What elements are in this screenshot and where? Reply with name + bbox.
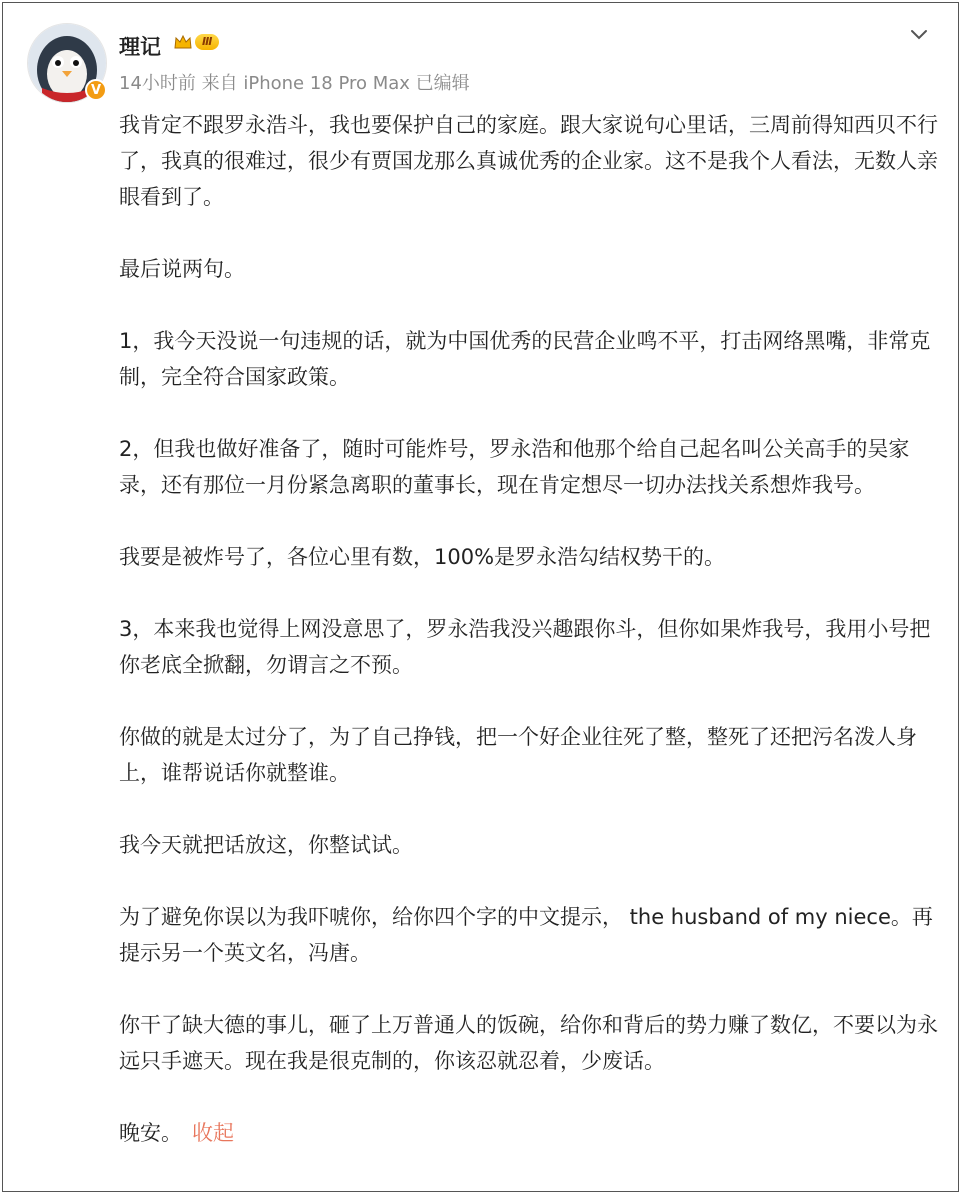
paragraph: 我要是被炸号了，各位心里有数，100%是罗永浩勾结权势干的。 [119, 545, 726, 569]
paragraph: 我今天就把话放这，你整试试。 [119, 833, 413, 857]
collapse-link[interactable]: 收起 [192, 1121, 234, 1145]
post-meta: 14小时前 来自 iPhone 18 Pro Max 已编辑 [119, 73, 470, 94]
level-number: Ⅲ [195, 34, 219, 50]
post-content [119, 107, 939, 1151]
paragraph: 你干了缺大德的事儿，砸了上万普通人的饭碗，给你和背后的势力赚了数亿，不要以为永远只手遮天。现在我是很克制的，你该忍就忍着，少废话。 [119, 1013, 938, 1073]
avatar[interactable] [27, 23, 107, 103]
paragraph: 你做的就是太过分了，为了自己挣钱，把一个好企业往死了整，整死了还把污名泼人身上，谁帮说话你就整谁。 [119, 725, 917, 785]
paragraph: 2，但我也做好准备了，随时可能炸号，罗永浩和他那个给自己起名叫公关高手的吴家录，还有那位一月份紧急离职的董事长，现在肯定想尽一切办法找关系想炸我号。 [119, 437, 910, 497]
paragraph: 3，本来我也觉得上网没意思了，罗永浩我没兴趣跟你斗，但你如果炸我号，我用小号把你老底全掀翻，勿谓言之不预。 [119, 617, 931, 677]
last-line [119, 1115, 939, 1151]
closing-text: 晚安。 [119, 1121, 182, 1145]
paragraph: 为了避免你误以为我吓唬你，给你四个字的中文提示， the husband of my niece。再提示另一个英文名，冯唐。 [119, 905, 933, 965]
paragraph: 1，我今天没说一句违规的话，就为中国优秀的民营企业鸣不平，打击网络黑嘴，非常克制，完全符合国家政策。 [119, 329, 931, 389]
crown-icon [173, 34, 193, 50]
post-card [2, 2, 959, 1192]
paragraph: 最后说两句。 [119, 257, 245, 281]
chevron-down-icon[interactable] [906, 25, 932, 45]
username[interactable]: 理记 [119, 35, 161, 59]
verified-v-icon: V [85, 79, 107, 101]
paragraph: 我肯定不跟罗永浩斗，我也要保护自己的家庭。跟大家说句心里话，三周前得知西贝不行了，我真的很难过，很少有贾国龙那么真诚优秀的企业家。这不是我个人看法，无数人亲眼看到了。 [119, 113, 938, 209]
level-badge[interactable] [173, 34, 219, 50]
